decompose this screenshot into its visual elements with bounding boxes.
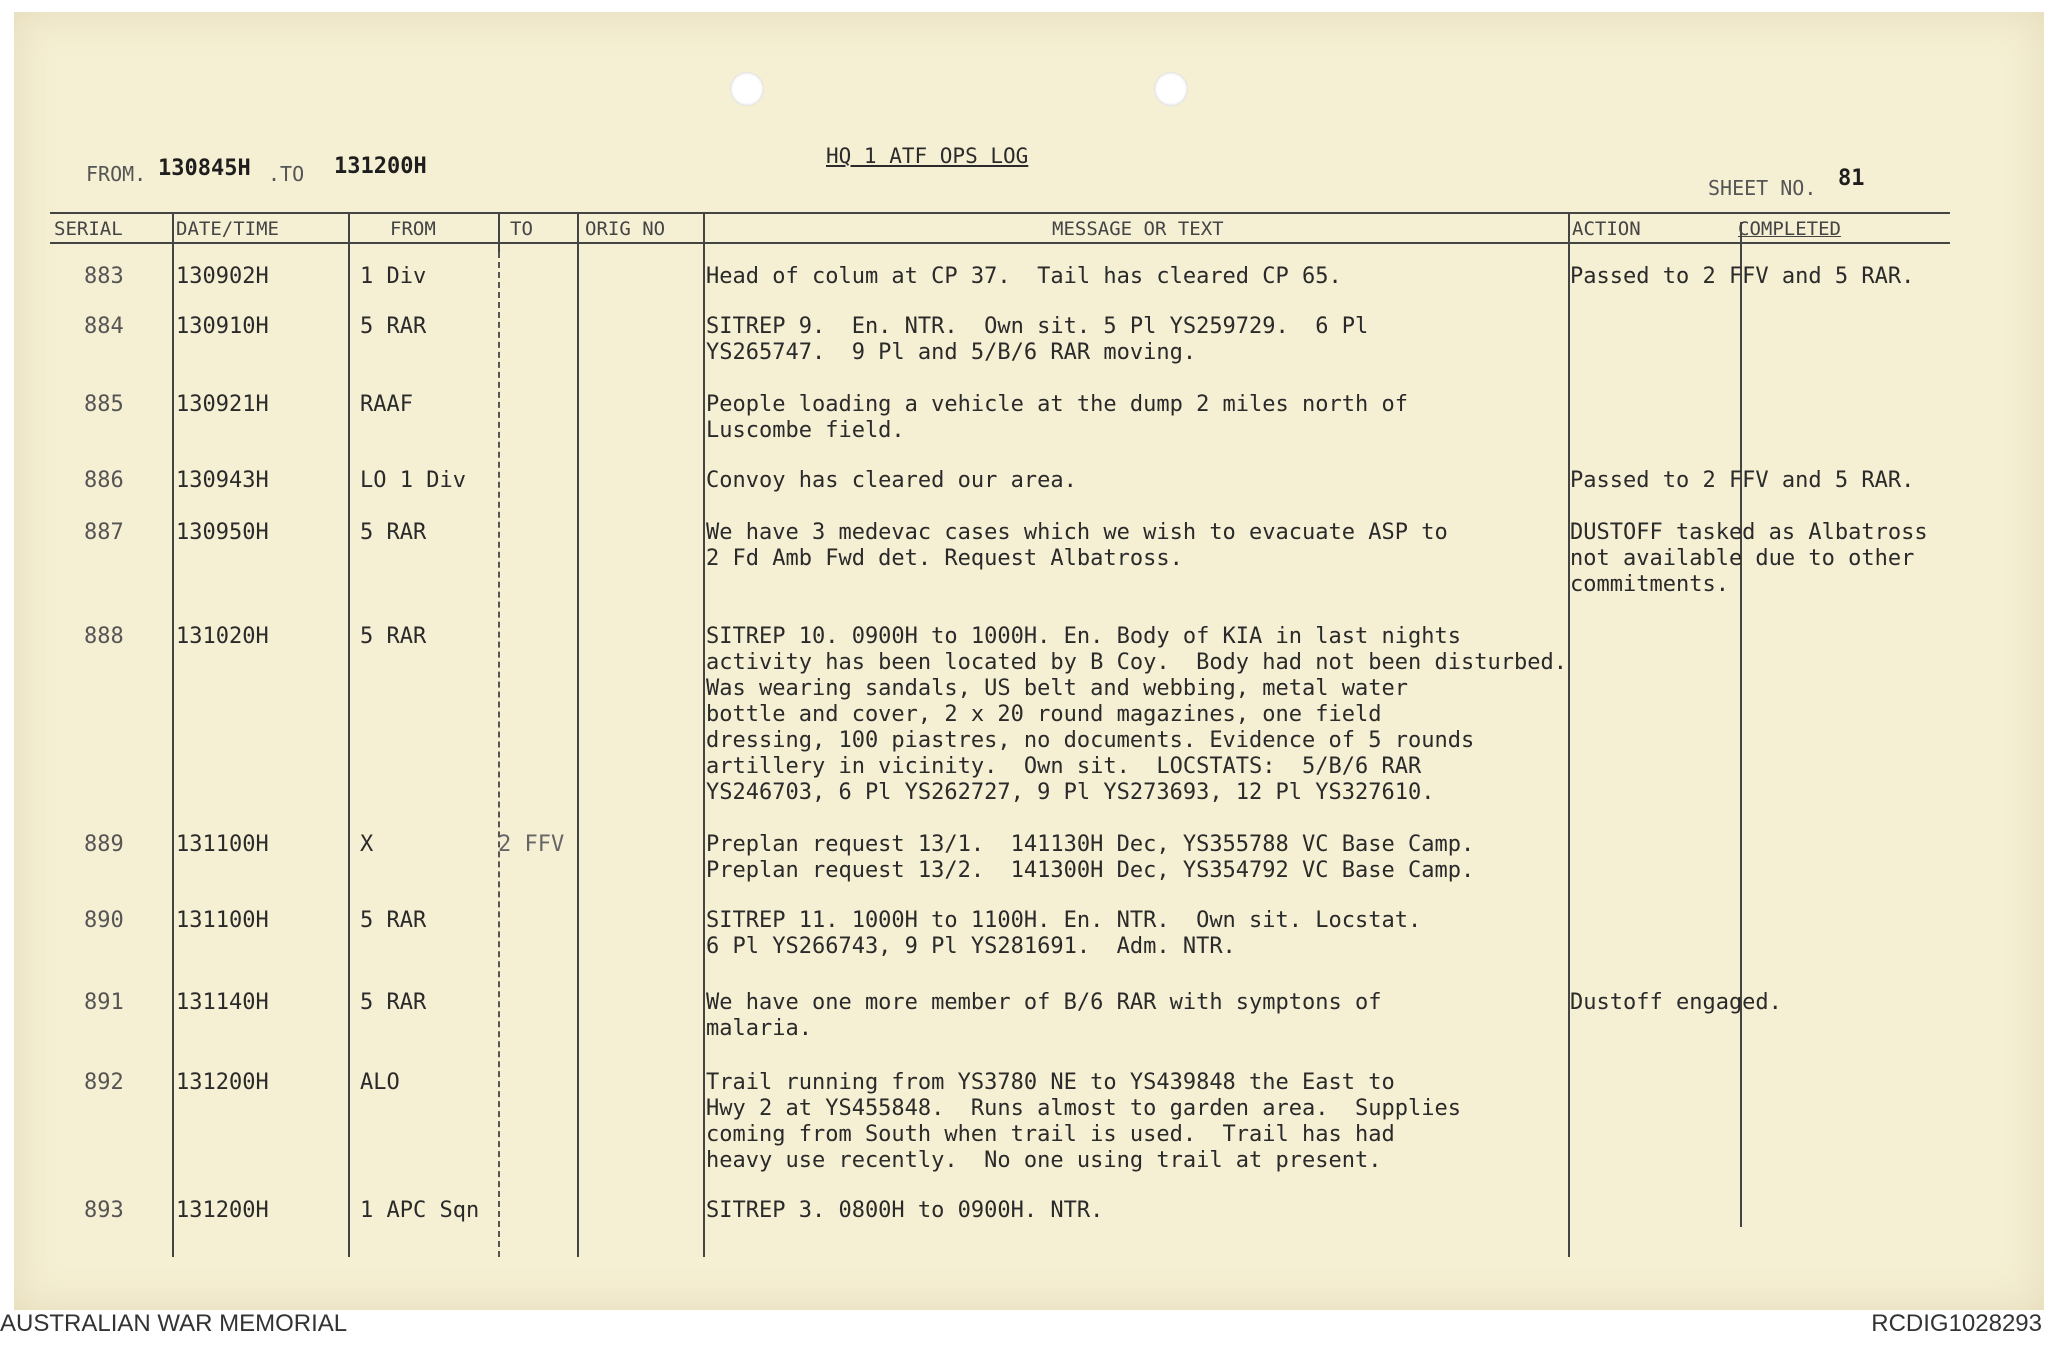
row-message: We have 3 medevac cases which we wish to evacuate ASP to 2 Fd Amb Fwd det. Request Albatross. xyxy=(706,520,1448,571)
column-divider xyxy=(1740,222,1742,1227)
row-datetime: 131200H xyxy=(176,1070,269,1095)
row-serial: 884 xyxy=(84,314,124,339)
column-divider xyxy=(703,212,705,1257)
row-message: SITREP 9. En. NTR. Own sit. 5 Pl YS259729. 6 Pl YS265747. 9 Pl and 5/B/6 RAR moving. xyxy=(706,314,1369,365)
row-serial: 886 xyxy=(84,468,124,493)
archive-credit: AUSTRALIAN WAR MEMORIAL xyxy=(0,1310,348,1337)
row-message: Preplan request 13/1. 141130H Dec, YS355788 VC Base Camp. Preplan request 13/2. 141300H Dec, YS354792 VC Base Camp. xyxy=(706,832,1475,883)
to-value: 131200H xyxy=(334,154,427,179)
row-serial: 888 xyxy=(84,624,124,649)
row-message: SITREP 3. 0800H to 0900H. NTR. xyxy=(706,1198,1104,1223)
column-header-serial: SERIAL xyxy=(54,218,123,240)
row-action: Passed to 2 FFV and 5 RAR. xyxy=(1570,264,1915,289)
column-header-action: ACTION xyxy=(1572,218,1641,240)
row-from: 5 RAR xyxy=(360,908,427,933)
punch-hole xyxy=(1154,72,1188,106)
row-datetime: 131020H xyxy=(176,624,269,649)
to-label: .TO xyxy=(268,162,305,186)
row-datetime: 131140H xyxy=(176,990,269,1015)
row-action: DUSTOFF tasked as Albatross not available due to other commitments. xyxy=(1570,520,1928,597)
row-message: People loading a vehicle at the dump 2 miles north of Luscombe field. xyxy=(706,392,1408,443)
row-serial: 885 xyxy=(84,392,124,417)
row-from: 5 RAR xyxy=(360,624,427,649)
row-message: Head of colum at CP 37. Tail has cleared CP 65. xyxy=(706,264,1342,289)
row-message: Convoy has cleared our area. xyxy=(706,468,1077,493)
row-action: Passed to 2 FFV and 5 RAR. xyxy=(1570,468,1915,493)
sheet-label: SHEET NO. xyxy=(1708,176,1817,200)
row-action: Dustoff engaged. xyxy=(1570,990,1782,1015)
column-divider xyxy=(172,212,174,1257)
row-from: 1 APC Sqn xyxy=(360,1198,480,1223)
row-datetime: 131100H xyxy=(176,832,269,857)
row-datetime: 130902H xyxy=(176,264,269,289)
row-serial: 890 xyxy=(84,908,124,933)
page-title: HQ 1 ATF OPS LOG xyxy=(826,144,1029,168)
row-datetime: 131100H xyxy=(176,908,269,933)
row-serial: 889 xyxy=(84,832,124,857)
row-message: SITREP 11. 1000H to 1100H. En. NTR. Own sit. Locstat. 6 Pl YS266743, 9 Pl YS281691. Adm. NTR. xyxy=(706,908,1422,959)
row-message: We have one more member of B/6 RAR with symptons of malaria. xyxy=(706,990,1382,1041)
row-datetime: 130910H xyxy=(176,314,269,339)
column-divider xyxy=(577,212,579,1257)
row-datetime: 131200H xyxy=(176,1198,269,1223)
table-top-rule xyxy=(50,212,1950,214)
row-from: 5 RAR xyxy=(360,520,427,545)
row-serial: 891 xyxy=(84,990,124,1015)
from-value: 130845H xyxy=(158,156,251,181)
punch-hole xyxy=(730,72,764,106)
column-header-message: MESSAGE OR TEXT xyxy=(1052,218,1224,240)
row-serial: 893 xyxy=(84,1198,124,1223)
row-from: X xyxy=(360,832,374,857)
from-label: FROM. xyxy=(86,162,147,186)
row-serial: 883 xyxy=(84,264,124,289)
record-id: RCDIG1028293 xyxy=(1871,1310,2042,1337)
column-header-to: TO xyxy=(510,218,533,240)
column-header-completed: COMPLETED xyxy=(1738,218,1841,240)
row-datetime: 130943H xyxy=(176,468,269,493)
row-datetime: 130950H xyxy=(176,520,269,545)
column-divider xyxy=(348,212,350,1257)
column-header-datetime: DATE/TIME xyxy=(176,218,279,240)
row-from: 1 Div xyxy=(360,264,427,289)
row-message: SITREP 10. 0900H to 1000H. En. Body of KIA in last nights activity has been located by B Coy. Body had not been disturbed. Was wearing sandals, US belt and webbing, metal water bottle and cover, 2 x 20 round magazines, one field dressing, 100 piastres, no documents. Evidence of 5 rounds artillery in vicinity. Own sit. LOCSTATS: 5/B/6 RAR YS246703, 6 Pl YS262727, 9 Pl YS273693, 12 Pl YS327610. xyxy=(706,624,1567,805)
row-message: Trail running from YS3780 NE to YS439848 the East to Hwy 2 at YS455848. Runs almost to garden area. Supplies coming from South when trail is used. Trail has had heavy use recently. No one using trail at present. xyxy=(706,1070,1461,1173)
column-divider xyxy=(1568,212,1570,1257)
column-header-orig-no: ORIG NO xyxy=(585,218,666,240)
column-divider xyxy=(498,212,500,252)
row-serial: 887 xyxy=(84,520,124,545)
column-divider xyxy=(498,252,500,1257)
row-from: 5 RAR xyxy=(360,314,427,339)
row-from: RAAF xyxy=(360,392,413,417)
row-datetime: 130921H xyxy=(176,392,269,417)
row-from: 5 RAR xyxy=(360,990,427,1015)
row-from: ALO xyxy=(360,1070,400,1095)
row-serial: 892 xyxy=(84,1070,124,1095)
sheet-value: 81 xyxy=(1838,166,1865,191)
row-to: 2 FFV xyxy=(498,832,565,857)
row-from: LO 1 Div xyxy=(360,468,466,493)
column-header-from: FROM xyxy=(390,218,436,240)
table-header-rule xyxy=(50,242,1950,244)
